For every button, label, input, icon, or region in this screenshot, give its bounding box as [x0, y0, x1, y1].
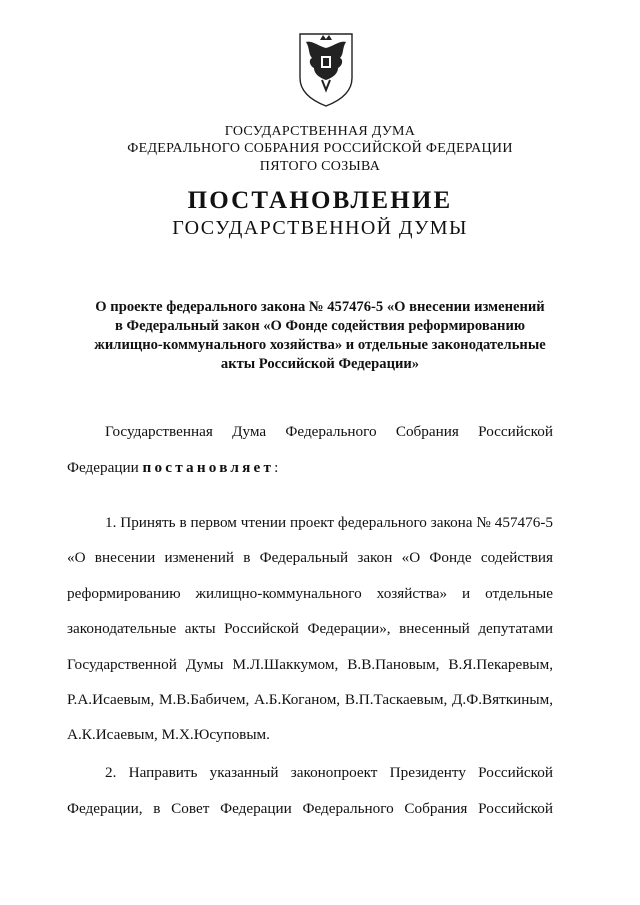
paragraph-1-line: Государственной Думы М.Л.Шаккумом, В.В.Пановым, В.Я.Пекаревым,	[67, 656, 553, 673]
paragraph-1-line: «О внесении изменений в Федеральный закон «О Фонде содействия	[67, 549, 553, 566]
subject-line: О проекте федерального закона № 457476-5 «О внесении изменений	[95, 299, 545, 315]
paragraph-2-line: 2. Направить указанный законопроект Президенту Российской	[105, 764, 553, 781]
document-title: ПОСТАНОВЛЕНИЕ	[187, 187, 453, 214]
paragraph-1-line: 1. Принять в первом чтении проект федерального закона № 457476-5	[105, 514, 553, 531]
paragraph-1-line: законодательные акты Российской Федерации», внесенный депутатами	[67, 620, 553, 637]
paragraph-1-line: Р.А.Исаевым, М.В.Бабичем, А.Б.Коганом, В.П.Таскаевым, Д.Ф.Вяткиным,	[67, 691, 553, 708]
document-subtitle: ГОСУДАРСТВЕННОЙ ДУМЫ	[172, 217, 468, 239]
paragraph-1-line: реформированию жилищно-коммунального хозяйства» и отдельные	[67, 585, 553, 602]
document-subject	[60, 298, 580, 374]
subject-line: в Федеральный закон «О Фонде содействия реформированию	[115, 318, 525, 334]
coat-of-arms-emblem	[296, 30, 356, 108]
subject-line: жилищно-коммунального хозяйства» и отдельные законодательные	[94, 337, 546, 353]
intro-colon: :	[274, 459, 279, 476]
header-line-duma: ГОСУДАРСТВЕННАЯ ДУМА	[224, 124, 416, 139]
intro-line: Государственная Дума Федерального Собрания Российской	[105, 423, 553, 440]
resolves-keyword: постановляет	[142, 459, 275, 476]
header-line-assembly: ФЕДЕРАЛЬНОГО СОБРАНИЯ РОССИЙСКОЙ ФЕДЕРАЦИИ	[127, 141, 513, 156]
intro-text: Федерации	[67, 459, 143, 476]
intro-line	[67, 459, 553, 477]
paragraph-1-line: А.К.Исаевым, М.Х.Юсуповым.	[67, 726, 270, 743]
header-line-convocation: ПЯТОГО СОЗЫВА	[259, 159, 381, 174]
subject-line: акты Российской Федерации»	[220, 356, 420, 372]
paragraph-2-line: Федерации, в Совет Федерации Федерального Собрания Российской	[67, 800, 553, 817]
